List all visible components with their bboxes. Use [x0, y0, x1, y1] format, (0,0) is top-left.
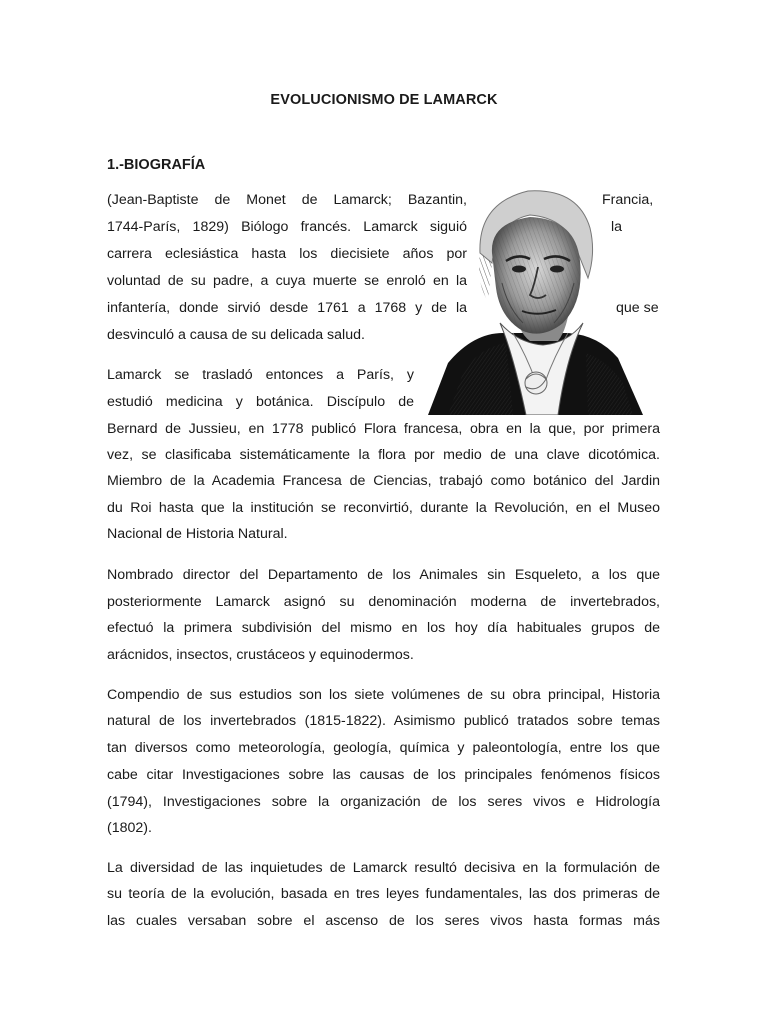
para5-line-3: las cuales versaban sobre el ascenso de los seres vivos hasta formas más: [107, 913, 660, 929]
para2-line-2: estudió medicina y botánica. Discípulo de: [107, 394, 414, 410]
para4-line-5: (1794), Investigaciones sobre la organización de los seres vivos e Hidrología: [107, 794, 660, 810]
para1-line-4: voluntad de su padre, a cuya muerte se enroló en la: [107, 273, 467, 289]
para1-line-6: desvinculó a causa de su delicada salud.: [107, 327, 365, 343]
para2-line-1: Lamarck se trasladó entonces a París, y: [107, 367, 414, 383]
para1-line-5: infantería, donde sirvió desde 1761 a 1768 y de la: [107, 300, 467, 316]
para4-line-4: cabe citar Investigaciones sobre las causas de los principales fenómenos físicos: [107, 767, 660, 783]
para1-line-1-right: Francia,: [602, 192, 654, 208]
para5-line-2: su teoría de la evolución, basada en tres leyes fundamentales, las dos primeras de: [107, 886, 660, 902]
para2-line-5: Miembro de la Academia Francesa de Ciencias, trabajó como botánico del Jardin: [107, 473, 660, 489]
para3-line-4: arácnidos, insectos, crustáceos y equinodermos.: [107, 647, 414, 663]
para1-line-2: 1744-París, 1829) Biólogo francés. Lamarck siguió: [107, 219, 467, 235]
para4-line-6: (1802).: [107, 820, 152, 836]
para3-line-1: Nombrado director del Departamento de los Animales sin Esqueleto, a los que: [107, 567, 660, 583]
para4-line-3: tan diversos como meteorología, geología, química y paleontología, entre los que: [107, 740, 660, 756]
para2-line-7: Nacional de Historia Natural.: [107, 526, 288, 542]
section-heading: 1.-BIOGRAFÍA: [107, 157, 206, 173]
document-title: EVOLUCIONISMO DE LAMARCK: [270, 92, 498, 108]
para2-line-6: du Roi hasta que la institución se reconvirtió, durante la Revolución, en el Museo: [107, 500, 660, 516]
para4-line-1: Compendio de sus estudios son los siete volúmenes de su obra principal, Historia: [107, 687, 660, 703]
para1-line-5-right: que se: [616, 300, 659, 316]
para2-line-3: Bernard de Jussieu, en 1778 publicó Flora francesa, obra en la que, por primera: [107, 421, 660, 437]
para5-line-1: La diversidad de las inquietudes de Lamarck resultó decisiva en la formulación de: [107, 860, 660, 876]
para4-line-2: natural de los invertebrados (1815-1822). Asimismo publicó tratados sobre temas: [107, 713, 660, 729]
para1-line-1: (Jean-Baptiste de Monet de Lamarck; Bazantin,: [107, 192, 467, 208]
para1-line-2-right: la: [611, 219, 623, 235]
para3-line-3: efectuó la primera subdivisión del mismo en los hoy día habituales grupos de: [107, 620, 660, 636]
para2-line-4: vez, se clasificaba sistemáticamente la flora por medio de una clave dicotómica.: [107, 447, 660, 463]
para1-line-3: carrera eclesiástica hasta los diecisiete años por: [107, 246, 467, 262]
para3-line-2: posteriormente Lamarck asignó su denominación moderna de invertebrados,: [107, 594, 660, 610]
